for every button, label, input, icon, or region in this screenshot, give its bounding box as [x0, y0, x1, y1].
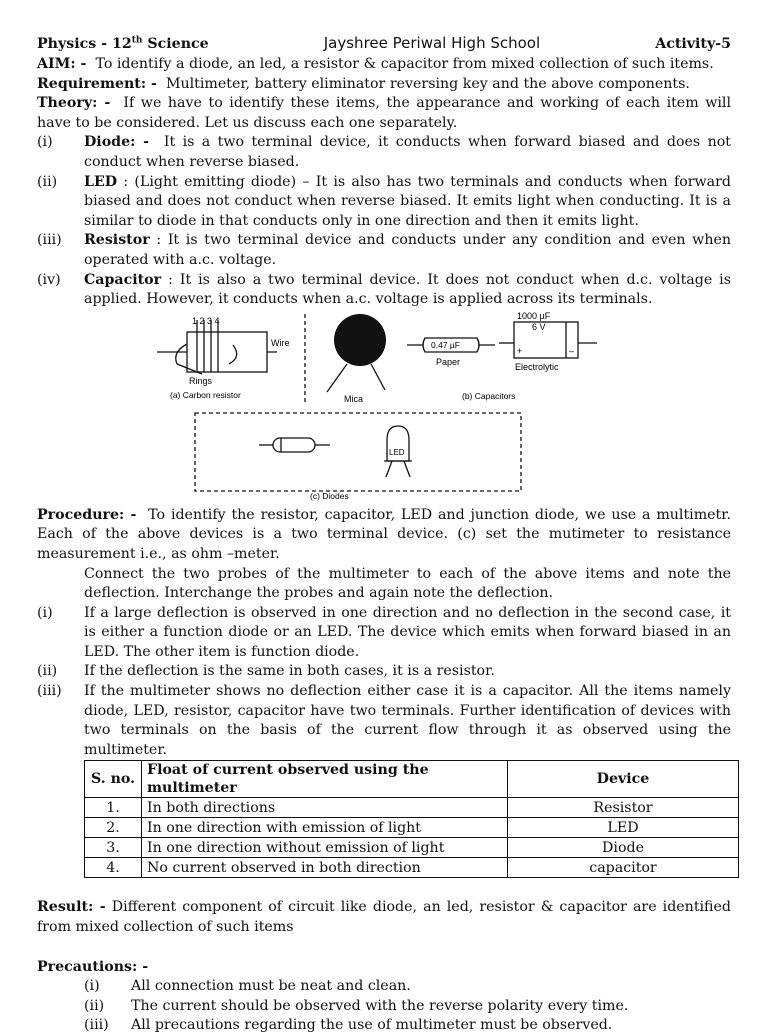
carbon-resistor-caption: (a) Carbon resistor [170, 389, 241, 400]
components-diagram [37, 312, 731, 502]
aim: AIM: - To identify a diode, an led, a resistor & capacitor from mixed collection of such items. [37, 56, 714, 72]
col-current-header: Float of current observed using the multimeter [142, 761, 508, 798]
procedure-item-3: (iii) If the multimeter shows no deflection either case it is a capacitor. All the items namely diode, LED, resistor, capacitor have two terminals. Further identification of devices with two terminals on the basis of the current flow through it as observed using the multimeter. [37, 683, 731, 758]
precaution-item: (ii) The current should be observed with the reverse polarity every time. [84, 997, 629, 1014]
subject-line: Physics - 12th Science [37, 35, 209, 52]
table-row: 4. No current observed in both direction capacitor [85, 858, 739, 878]
precaution-item: (i) All connection must be neat and clean. [84, 978, 411, 995]
col-sno-header: S. no. [85, 761, 142, 798]
electrolytic-value: 1000 µF [517, 311, 551, 321]
page-header [37, 34, 731, 55]
resistor-ring-numbers: 1 2 3 4 [192, 315, 220, 326]
precautions-list [37, 977, 731, 1036]
wire-label: Wire [271, 337, 290, 348]
activity-number: Activity-5 [655, 36, 731, 52]
procedure-paragraph-2: Connect the two probes of the multimeter to each of the above items and note the deflection. Interchange the probes and again note the deflection. [84, 565, 731, 602]
table-row: 1. In both directions Resistor [85, 798, 739, 818]
mica-label: Mica [344, 393, 364, 404]
procedure: Procedure: - To identify the resistor, capacitor, LED and junction diode, we use a multimetr. Each of the above devices is a two terminal device. (c) set the mutimeter to resistance measurement i.e., as ohm –meter. [37, 506, 731, 562]
theory-item-led: (ii) LED : (Light emitting diode) – It is also has two terminals and conducts when forward biased and does not conduct when reverse biased. It emits light when conducting. It is a similar to diode in that conducts only in one direction and then it emits light. [37, 173, 731, 229]
document-page [37, 34, 731, 1036]
electrolytic-plus: + [517, 345, 523, 356]
paper-label: Paper [436, 356, 461, 367]
electrolytic-voltage: 6 V [532, 321, 546, 332]
observation-table [84, 760, 739, 878]
precautions-heading: Precautions: - [37, 958, 149, 975]
school-name: Jayshree Periwal High School [323, 34, 541, 52]
procedure-item-1: (i) If a large deflection is observed in one direction and no deflection in the second case, it is either a function diode or an LED. The device which emits when forward biased in an LED. The other item is function diode. [37, 604, 731, 660]
table-row: 2. In one direction with emission of light LED [85, 818, 739, 838]
components-figure [37, 312, 731, 502]
requirement: Requirement: - Multimeter, battery eliminator reversing key and the above components. [37, 75, 690, 92]
paper-capacitor-value: 0.47 µF [431, 339, 460, 350]
col-device-header: Device [508, 761, 739, 798]
electrolytic-label: Electrolytic [515, 361, 559, 372]
diodes-caption: (c) Diodes [310, 490, 349, 501]
theory-item-capacitor: (iv) Capacitor : It is also a two terminal device. It does not conduct when d.c. voltage is applied. However, it conducts when a.c. voltage is applied across its terminals. [37, 271, 731, 308]
procedure-item-2: (ii) If the deflection is the same in both cases, it is a resistor. [37, 663, 495, 680]
result: Result: - Different component of circuit like diode, an led, resistor & capacitor are identified from mixed collection of such items [37, 899, 731, 936]
theory: Theory: - If we have to identify these items, the appearance and working of each item will have to be considered. Let us discuss each one separately. [37, 95, 731, 131]
theory-item-diode: (i) Diode: - It is a two terminal device, it conducts when forward biased and does not conduct when reverse biased. [37, 134, 731, 170]
precaution-item: (iii) All precautions regarding the use of multimeter must be observed. [84, 1017, 613, 1034]
mica-capacitor-illustration [327, 314, 386, 392]
led-label: LED [389, 447, 405, 457]
diodes-box [195, 413, 521, 491]
carbon-resistor-illustration [157, 320, 277, 374]
table-row: 3. In one direction without emission of light Diode [85, 838, 739, 858]
rings-label: Rings [189, 375, 213, 386]
theory-item-resistor: (iii) Resistor : It is two terminal device and conducts under any condition and even when operated with a.c. voltage. [37, 232, 731, 268]
electrolytic-minus: – [569, 345, 575, 356]
junction-diode-illustration [259, 438, 330, 452]
capacitors-caption: (b) Capacitors [462, 390, 516, 401]
table-header-row [85, 761, 739, 798]
electrolytic-capacitor-illustration [499, 322, 597, 358]
